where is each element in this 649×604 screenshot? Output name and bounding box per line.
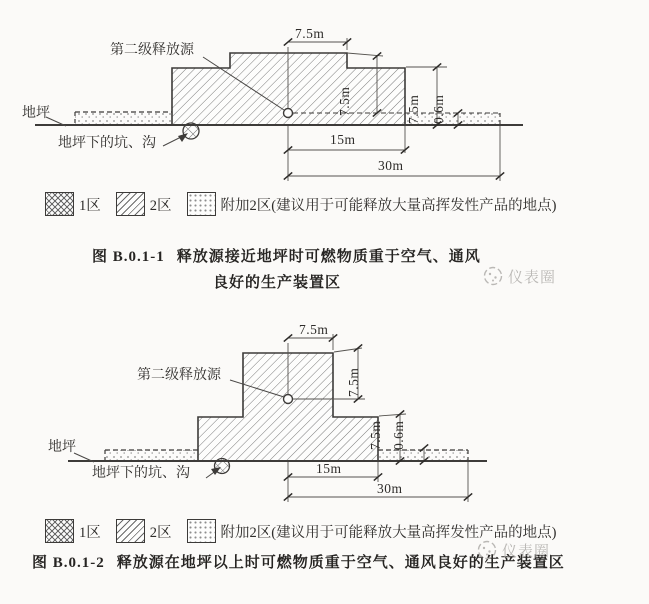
dim-zone2-extent: 15m (330, 132, 356, 147)
zone2-hatch-swatch (116, 519, 145, 543)
legend-label: 2区 (149, 524, 172, 541)
figure1-caption-line2 (213, 271, 341, 292)
release-source-label: 第二级释放源 (137, 368, 221, 383)
dim-additional-extent: 30m (378, 158, 404, 173)
watermark (482, 265, 556, 287)
legend-label: 1区 (79, 524, 101, 541)
figure1-title-cont: 良好的生产装置区 (213, 275, 342, 291)
legend-label: 1区 (79, 197, 101, 214)
release-source-label: 第二级释放源 (110, 43, 194, 58)
dim-source-to-top: 7.5m (337, 86, 352, 116)
release-source-point (284, 109, 293, 118)
watermark (476, 539, 550, 561)
legend-item-zone2 (116, 192, 172, 216)
zone1-hatch-swatch (45, 519, 74, 543)
dim-top-width: 7.5m (299, 322, 329, 337)
legend-label: 附加2区(建议用于可能释放大量高挥发性产品的地点) (220, 197, 557, 214)
legend-item-zone2 (116, 519, 172, 543)
ground-label: 地坪 (22, 106, 50, 121)
pit-label: 地坪下的坑、沟 (58, 136, 156, 151)
additional-zone2-strip-left (105, 450, 198, 461)
legend-label: 附加2区(建议用于可能释放大量高挥发性产品的地点) (220, 524, 557, 541)
dim-zone2-extent: 15m (316, 461, 342, 476)
watermark-logo-icon (482, 265, 504, 287)
watermark-logo-icon (476, 539, 498, 561)
additional-zone2-swatch (187, 519, 216, 543)
legend-label: 2区 (149, 197, 172, 214)
dim-top-width: 7.5m (295, 26, 325, 41)
additional-zone2-swatch (187, 192, 216, 216)
dim-zone-height: 7.5m (406, 94, 421, 124)
additional-zone2-strip-left (75, 112, 172, 125)
figure2-title: 释放源在地坪以上时可燃物质重于空气、通风良好的生产装置区 (116, 555, 565, 571)
zone2-hatch-swatch (116, 192, 145, 216)
dim-strip-height: 0.6m (431, 94, 446, 124)
figure1-title: 释放源接近地坪时可燃物质重于空气、通风 (176, 249, 481, 265)
dim-additional-extent: 30m (377, 481, 403, 496)
legend-item-additional-zone2 (187, 192, 557, 216)
watermark-text: 仪表圈 (508, 269, 557, 286)
figure1-drawing (35, 38, 523, 181)
legend-item-zone1 (45, 519, 101, 543)
dim-source-to-top: 7.5m (346, 367, 361, 397)
figure1-caption-line1 (92, 245, 481, 266)
pit-label: 地坪下的坑、沟 (92, 466, 190, 481)
watermark-text: 仪表圈 (502, 543, 551, 560)
figure2-number: 图 B.0.1-2 (32, 555, 105, 571)
dim-strip-height: 0.6m (391, 420, 406, 450)
zone1-hatch-swatch (45, 192, 74, 216)
legend-item-zone1 (45, 192, 101, 216)
release-source-point (284, 395, 293, 404)
figure1-number: 图 B.0.1-1 (92, 249, 165, 265)
dim-zone-height: 7.5m (368, 420, 383, 450)
legend-figure1 (45, 192, 571, 216)
additional-zone2-strip-right (378, 450, 468, 461)
ground-label: 地坪 (48, 440, 76, 455)
